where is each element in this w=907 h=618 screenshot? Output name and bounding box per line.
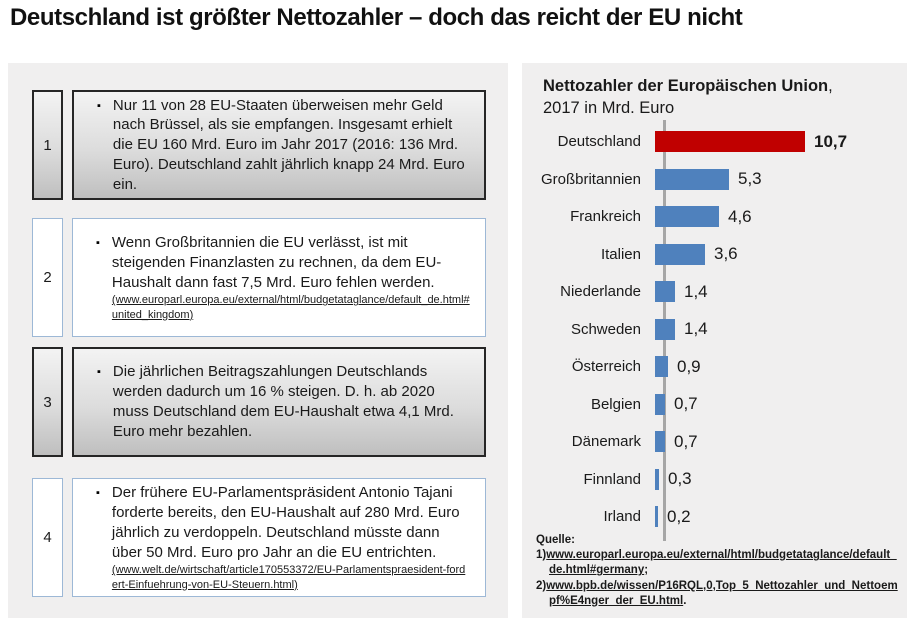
bar-value-label: 4,6	[728, 206, 752, 226]
bullet-item	[97, 362, 470, 441]
chart-bar-row	[522, 161, 907, 199]
source-prefix-1: 1)	[536, 549, 547, 562]
source-suffix-1: ;	[644, 564, 649, 577]
bar-category-label: Niederlande	[560, 283, 641, 301]
bullet-item	[97, 96, 470, 195]
bullet-item	[96, 483, 471, 592]
point-row-4	[8, 478, 508, 597]
point-row-3	[8, 347, 508, 457]
chart-title	[543, 75, 833, 120]
chart-bars	[522, 123, 907, 536]
bar-value-label: 0,7	[674, 394, 698, 414]
bar-value-label: 0,2	[667, 506, 691, 526]
bar-category-label: Belgien	[590, 395, 641, 413]
bar-default	[655, 506, 658, 527]
source-suffix-2: .	[683, 594, 687, 607]
chart-bar-row	[522, 498, 907, 536]
box-text-2: Wenn Großbritannien die EU verlässt, ist mit steigenden Finanzlasten zu rechnen, da dem EU-Haushalt dann fast 7,5 Mrd. Euro fehlen werden.	[111, 234, 442, 291]
chart-title-suffix: ,	[828, 77, 833, 95]
text-box-1	[72, 90, 486, 200]
bar-category-label: Österreich	[571, 358, 641, 376]
source-link-europarl[interactable]: www.europarl.europa.eu/external/html/budgetataglance/default_de.html#germany	[546, 549, 897, 577]
chart-panel	[522, 63, 907, 618]
bar-highlight	[655, 131, 805, 152]
source-item-1	[536, 548, 898, 578]
step-number-4: 4	[32, 478, 63, 597]
text-box-2	[72, 218, 486, 337]
box-text-3: Die jährlichen Beitragszahlungen Deutschlands werden dadurch um 16 % steigen. D. h. ab 2020 muss Deutschland dem EU-Haushalt etwa 4,1 Mrd. Euro mehr bezahlen.	[112, 363, 454, 440]
bar-default	[655, 469, 659, 490]
bar-value-label: 10,7	[814, 131, 848, 151]
point-row-1	[8, 90, 508, 200]
bar-category-label: Frankreich	[570, 208, 641, 226]
bar-category-label: Dänemark	[571, 433, 641, 451]
bar-default	[655, 356, 668, 377]
bar-value-label: 0,7	[674, 431, 698, 451]
chart-bar-row	[522, 348, 907, 386]
source-link-bpb[interactable]: www.bpb.de/wissen/P16RQL,0,Top_5_Nettozahler_und_Nettoempf%E4nger_der_EU.html	[546, 579, 898, 607]
text-box-4	[72, 478, 486, 597]
chart-bar-row	[522, 461, 907, 499]
step-number-1: 1	[32, 90, 63, 200]
chart-bar-row	[522, 273, 907, 311]
step-number-3: 3	[32, 347, 63, 457]
bar-default	[655, 206, 719, 227]
box-link-europarl[interactable]: (www.europarl.europa.eu/external/html/budgetataglance/default_de.html#united_kingdom)	[111, 294, 470, 321]
step-number-2: 2	[32, 218, 63, 337]
box-link-welt[interactable]: (www.welt.de/wirtschaft/article170553372/EU-Parlamentspraesident-fordert-Einfuehrung-von-EU-Steuern.html)	[111, 564, 466, 591]
bullet-square-icon: ▪	[96, 237, 100, 249]
bullet-square-icon: ▪	[96, 487, 100, 500]
bar-value-label: 1,4	[684, 319, 708, 339]
bar-value-label: 0,3	[668, 469, 692, 489]
bullet-item	[96, 233, 471, 322]
source-item-2	[536, 579, 898, 609]
left-panel	[8, 63, 508, 618]
source-block	[536, 533, 898, 609]
page-title: Deutschland ist größter Nettozahler – doch das reicht der EU nicht	[10, 4, 743, 31]
bullet-square-icon: ▪	[97, 99, 101, 112]
bar-category-label: Italien	[600, 245, 641, 263]
bar-category-label: Finnland	[583, 470, 641, 488]
box-text-4: Der frühere EU-Parlamentspräsident Antonio Tajani forderte bereits, den EU-Haushalt auf 280 Mrd. Euro jährlich zu verdoppeln. Deutschland müsste dann über 50 Mrd. Euro pro Jahr an die EU entrichten.	[111, 484, 460, 561]
bar-value-label: 1,4	[684, 281, 708, 301]
chart-bar-row	[522, 236, 907, 274]
bar-default	[655, 319, 675, 340]
source-label: Quelle:	[536, 534, 575, 546]
bar-category-label: Deutschland	[557, 133, 641, 151]
bar-default	[655, 431, 665, 452]
box-text-1: Nur 11 von 28 EU-Staaten überweisen mehr Geld nach Brüssel, als sie empfangen. Insgesamt erhielt die EU 160 Mrd. Euro im Jahr 2017 (2016: 136 Mrd. Euro). Deutschland zahlt jährlich knapp 24 Mrd. Euro ein.	[112, 96, 465, 193]
bar-default	[655, 281, 675, 302]
chart-bar-row	[522, 386, 907, 424]
bar-value-label: 0,9	[677, 356, 701, 376]
chart-bar-row	[522, 423, 907, 461]
chart-bar-row	[522, 123, 907, 161]
bar-default	[655, 169, 729, 190]
bar-category-label: Großbritannien	[540, 170, 641, 188]
bar-category-label: Irland	[603, 508, 641, 526]
bar-default	[655, 394, 665, 415]
chart-bar-row	[522, 198, 907, 236]
source-prefix-2: 2)	[536, 579, 547, 592]
point-row-2	[8, 218, 508, 337]
text-box-3	[72, 347, 486, 457]
bar-value-label: 5,3	[738, 169, 762, 189]
chart-bar-row	[522, 311, 907, 349]
chart-subtitle: 2017 in Mrd. Euro	[543, 99, 675, 118]
bar-category-label: Schweden	[570, 320, 641, 338]
bar-value-label: 3,6	[714, 244, 738, 264]
chart-title-bold: Nettozahler der Europäischen Union	[543, 77, 829, 95]
bullet-square-icon: ▪	[97, 366, 101, 379]
bar-default	[655, 244, 705, 265]
